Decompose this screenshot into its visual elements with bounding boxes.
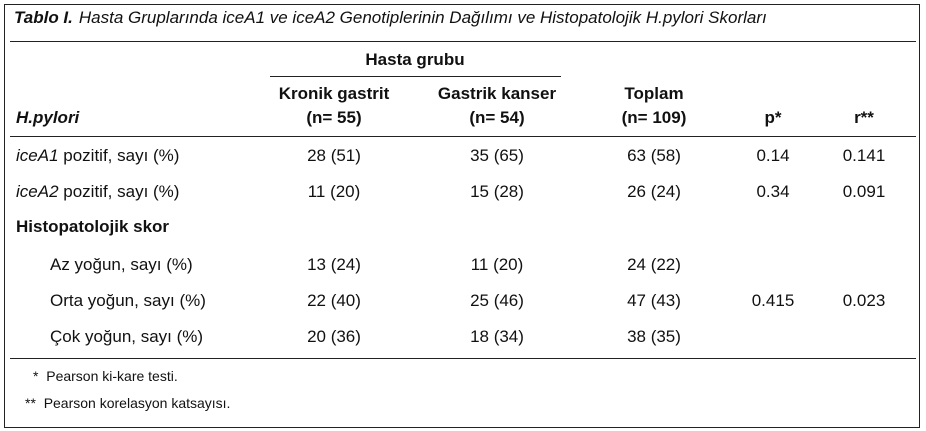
cell-az-kanser: 11 (20) <box>470 255 524 274</box>
col-r: r** <box>854 108 874 127</box>
cell-score-p: 0.415 <box>751 291 795 310</box>
row-label-az: Az yoğun, sayı (%) <box>50 255 193 274</box>
cell-cok-kronik: 20 (36) <box>307 327 361 346</box>
cell-icea2-kronik: 11 (20) <box>307 182 361 201</box>
cell-icea2-r: 0.091 <box>842 182 886 201</box>
header-rule <box>10 136 916 137</box>
group-title: Hasta grubu <box>365 50 465 69</box>
row-label-icea1: iceA1 pozitif, sayı (%) <box>16 146 180 165</box>
col-kanser-name: Gastrik kanser <box>437 84 557 103</box>
cell-az-toplam: 24 (22) <box>627 255 681 274</box>
cell-orta-kronik: 22 (40) <box>307 291 361 310</box>
cell-orta-toplam: 47 (43) <box>627 291 681 310</box>
col-kanser-n: (n= 54) <box>469 108 525 127</box>
footnote-2: ** Pearson korelasyon katsayısı. <box>25 395 231 411</box>
cell-cok-kanser: 18 (34) <box>470 327 524 346</box>
table-caption <box>14 8 767 28</box>
cell-icea2-p: 0.34 <box>756 182 790 201</box>
cell-az-kronik: 13 (24) <box>307 255 361 274</box>
cell-icea1-kanser: 35 (65) <box>470 146 524 165</box>
row-label-icea2: iceA2 pozitif, sayı (%) <box>16 182 180 201</box>
col-toplam-n: (n= 109) <box>621 108 687 127</box>
cell-icea2-kanser: 15 (28) <box>470 182 524 201</box>
cell-icea2-toplam: 26 (24) <box>627 182 681 201</box>
caption-title: Hasta Gruplarında iceA1 ve iceA2 Genotiplerinin Dağılımı ve Histopatolojik H.pylori Skorları <box>78 8 767 27</box>
caption-label: Tablo I. <box>14 8 73 27</box>
bottom-rule <box>10 358 916 359</box>
row-label-orta: Orta yoğun, sayı (%) <box>50 291 206 310</box>
row-label-cok: Çok yoğun, sayı (%) <box>50 327 204 346</box>
section-title-histopatolojik: Histopatolojik skor <box>16 217 170 236</box>
cell-icea1-p: 0.14 <box>756 146 790 165</box>
col-kronik-name: Kronik gastrit <box>278 84 390 103</box>
cell-icea1-r: 0.141 <box>842 146 886 165</box>
cell-score-r: 0.023 <box>842 291 886 310</box>
cell-orta-kanser: 25 (46) <box>470 291 524 310</box>
col-p: p* <box>764 108 782 127</box>
footnote-1: * Pearson ki-kare testi. <box>33 368 178 384</box>
col-toplam-name: Toplam <box>624 84 684 103</box>
cell-icea1-toplam: 63 (58) <box>627 146 681 165</box>
cell-cok-toplam: 38 (35) <box>627 327 681 346</box>
col-kronik-n: (n= 55) <box>306 108 362 127</box>
group-rule <box>270 76 561 77</box>
row-header-hpylori: H.pylori <box>16 108 80 127</box>
cell-icea1-kronik: 28 (51) <box>307 146 361 165</box>
caption-rule <box>10 41 916 42</box>
